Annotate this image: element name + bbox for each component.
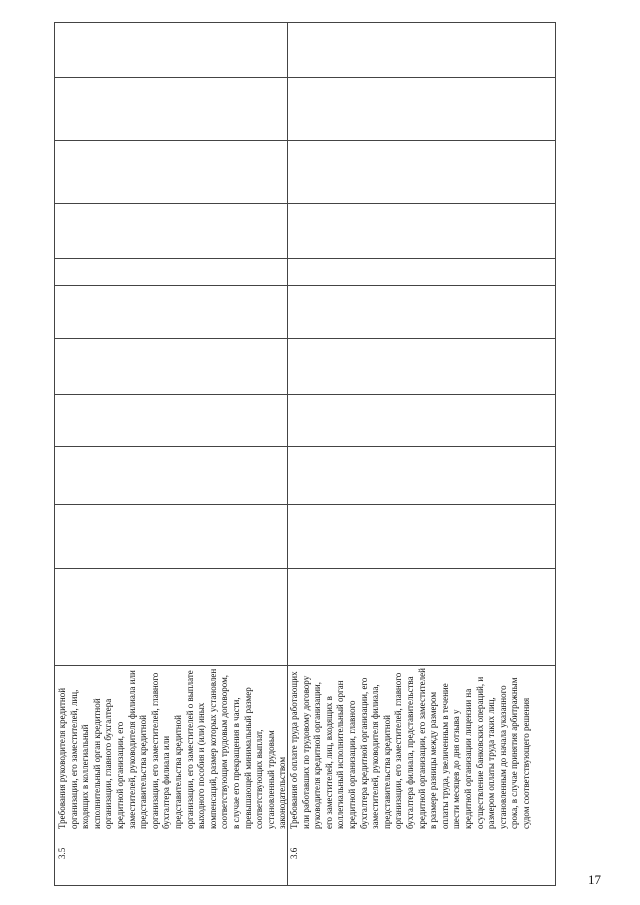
text-line: бухгалтера филиала, представительства [404, 676, 415, 829]
row-text-3-5 [57, 669, 289, 829]
text-line: Требования руководителя кредитной [57, 687, 67, 829]
text-line: организации, его заместителей о выплате [184, 670, 195, 829]
text-line: организации, его заместителей, лиц, [68, 689, 79, 829]
table-gridline [55, 568, 555, 569]
page-number: 17 [588, 872, 601, 887]
text-line: входящих в коллегиальный [80, 724, 91, 829]
text-line: представительства кредитной [381, 715, 392, 829]
table-gridline [55, 285, 555, 286]
text-line: установленным до начала указанного [497, 685, 508, 829]
table-gridline [55, 258, 555, 259]
text-line: кредитной организации, главного [346, 700, 357, 829]
text-line: выходного пособия и (или) иных [196, 702, 207, 829]
text-line: в размере разницы между размером [428, 691, 439, 829]
text-line: его заместителей, лиц, входящих в [323, 696, 334, 829]
text-line: представительства кредитной [138, 715, 149, 829]
row-text-3-6 [289, 668, 532, 829]
row-number: 3.5 [57, 847, 67, 859]
text-line: или работавших по трудовому договору [300, 675, 311, 829]
table-gridline [55, 140, 555, 141]
text-line: законодательством [277, 756, 288, 829]
text-line: кредитной организации, его [114, 721, 125, 829]
text-line: оплаты труда, увеличенным в течение [439, 683, 450, 829]
text-line: руководителя кредитной организации, [312, 682, 323, 829]
text-line: соответствующих выплат, [254, 729, 265, 829]
table-gridline [55, 394, 555, 395]
text-line: установленный трудовым [265, 730, 276, 829]
table-gridline [55, 504, 555, 505]
text-line: представительства кредитной [172, 715, 183, 829]
text-line: организации, его заместителей, главного [149, 672, 160, 829]
text-line: соответствующим трудовым договором, [219, 674, 230, 829]
text-line: срока, в случае принятия арбитражным [509, 677, 520, 829]
text-line: заместителей, руководителя филиала или [126, 670, 137, 829]
text-line: организации, его заместителей, главного [393, 672, 404, 829]
text-line: превышающей минимальный размер [242, 687, 253, 829]
table-gridline [55, 665, 555, 666]
row-number: 3.6 [289, 847, 299, 859]
text-line: судом соответствующего решения [520, 697, 531, 829]
text-line: бухгалтера филиала или [161, 735, 172, 829]
text-line: исполнительный орган кредитной [91, 698, 102, 829]
text-line: коллегиальный исполнительный орган [335, 680, 346, 829]
text-line: шести месяцев до дня отзыва у [451, 709, 462, 829]
text-line: заместителей, руководителя филиала, [370, 684, 381, 829]
text-line: осуществление банковских операций, и [474, 676, 485, 829]
table-gridline [55, 446, 555, 447]
text-line: размером оплаты труда таких лиц, [486, 697, 497, 829]
text-line: организации, главного бухгалтера [103, 698, 114, 829]
text-line: кредитной организации лицензии на [462, 688, 473, 829]
table-gridline [55, 203, 555, 204]
text-line: Требования об оплате труда работающих [289, 671, 299, 829]
table-gridline [55, 77, 555, 78]
text-line: кредитной организации, его заместителей [416, 668, 427, 829]
text-line: бухгалтера кредитной организации, его [358, 677, 369, 829]
text-line: в случае его прекращения в части, [230, 697, 241, 829]
text-line: компенсаций, размер которых установлен [207, 668, 218, 829]
rotated-table [54, 22, 556, 886]
table-gridline [55, 338, 555, 339]
